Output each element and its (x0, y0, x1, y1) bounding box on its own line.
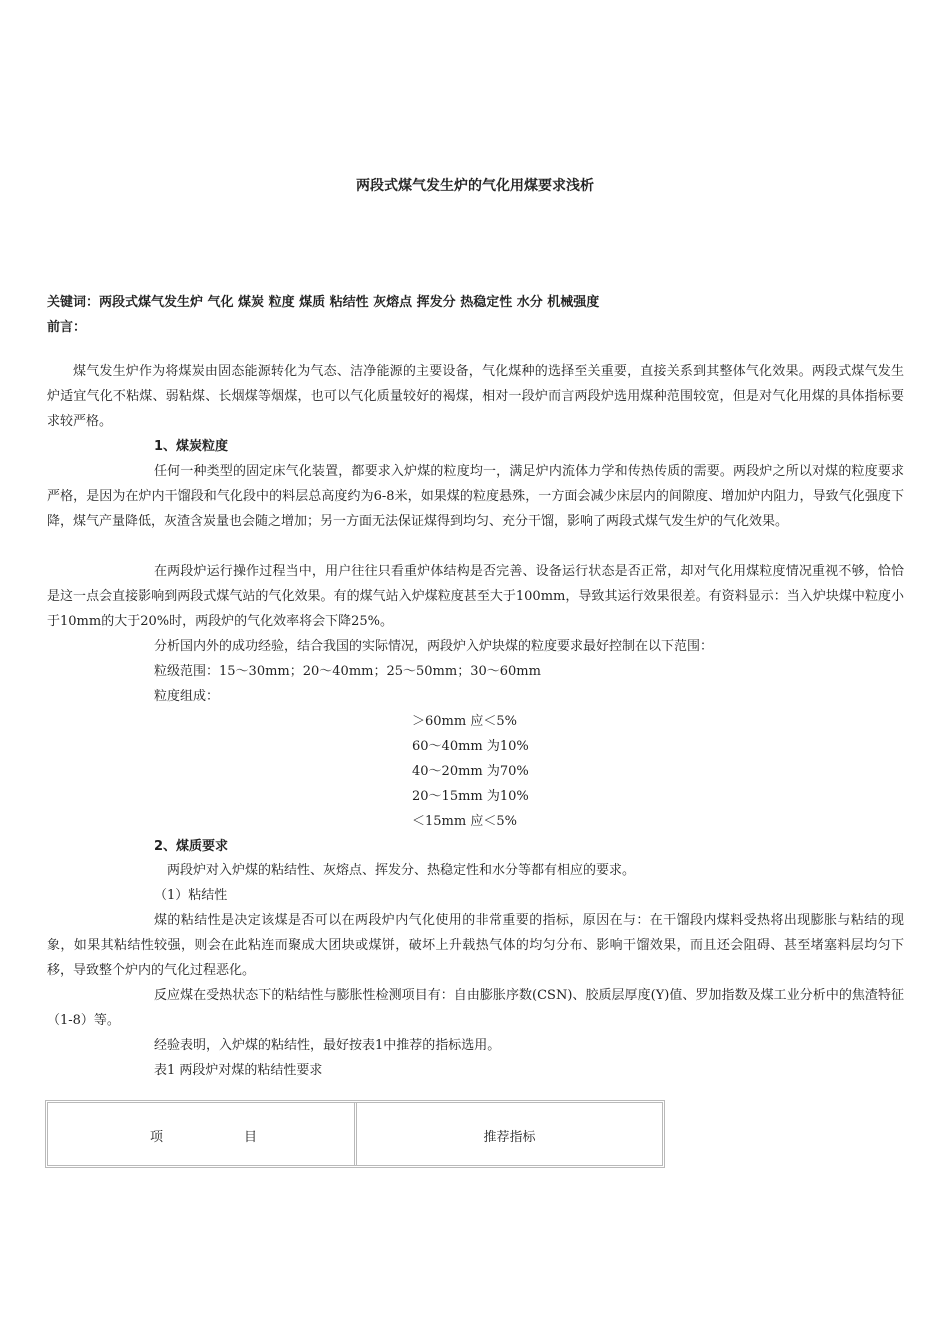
size-composition-item: 20～15mm 为10% (412, 789, 529, 804)
section-1-paragraph-3: 分析国内外的成功经验，结合我国的实际情况，两段炉入炉块煤的粒度要求最好控制在以下范围： (154, 639, 714, 654)
table-header-item-char-1: 项 (150, 1130, 164, 1145)
section-1-paragraph-1: 任何一种类型的固定床气化装置，都要求入炉煤的粒度均一，满足炉内流体力学和传热传质的需要。两段炉之所以对煤的粒度要求严格，是因为在炉内干馏段和气化段中的料层总高度约为6-8米，如果煤的粒度悬殊，一方面会减少床层内的间隙度、增加炉内阻力，导致气化强度下降，煤气产量降低，灰渣含炭量也会随之增加；另一方面无法保证煤得到均匀、充分干馏，影响了两段式煤气发生炉的气化效果。 (47, 464, 904, 529)
section-2-heading: 2、煤质要求 (154, 839, 229, 854)
table-header-item-char-2: 目 (244, 1130, 258, 1145)
document-title: 两段式煤气发生炉的气化用煤要求浅析 (356, 178, 594, 194)
size-composition-item: ＞60mm 应＜5% (412, 714, 517, 729)
preface-label: 前言： (47, 320, 87, 335)
size-composition-item: 40～20mm 为70% (412, 764, 529, 779)
cohesiveness-table (45, 1100, 665, 1168)
section-2-paragraph-1: 两段炉对入炉煤的粘结性、灰熔点、挥发分、热稳定性和水分等都有相应的要求。 (167, 863, 636, 878)
section-2-paragraph-2: 煤的粘结性是决定该煤是否可以在两段炉内气化使用的非常重要的指标，原因在与：在干馏段内煤料受热将出现膨胀与粘结的现象，如果其粘结性较强，则会在此粘连而聚成大团块或煤饼，破坏上升载热气体的均匀分布、影响干馏效果，而且还会阻碍、甚至堵塞料层均匀下移，导致整个炉内的气化过程恶化。 (47, 913, 904, 978)
table-caption: 表1 两段炉对煤的粘结性要求 (154, 1063, 323, 1078)
size-composition-label: 粒度组成： (154, 689, 220, 704)
section-2-paragraph-4: 经验表明，入炉煤的粘结性，最好按表1中推荐的指标选用。 (154, 1038, 501, 1053)
table-header-cell-item (48, 1103, 357, 1165)
section-1-heading: 1、煤炭粒度 (154, 439, 229, 454)
subsection-cohesiveness-heading: （1）粘结性 (154, 888, 228, 903)
section-2-paragraph-3: 反应煤在受热状态下的粘结性与膨胀性检测项目有：自由膨胀序数(CSN)、胶质层厚度(Y)值、罗加指数及煤工业分析中的焦渣特征（1-8）等。 (47, 988, 904, 1028)
keywords-line: 关键词：两段式煤气发生炉 气化 煤炭 粒度 煤质 粘结性 灰熔点 挥发分 热稳定性 水分 机械强度 (47, 295, 600, 310)
size-range-line: 粒级范围：15～30mm；20～40mm；25～50mm；30～60mm (154, 664, 541, 679)
size-composition-item: ＜15mm 应＜5% (412, 814, 517, 829)
table-header-recommended: 推荐指标 (483, 1130, 536, 1145)
section-1-paragraph-2: 在两段炉运行操作过程当中，用户往往只看重炉体结构是否完善、设备运行状态是否正常，却对气化用煤粒度情况重视不够，恰恰是这一点会直接影响到两段式煤气站的气化效果。有的煤气站入炉煤粒度甚至大于100mm，导致其运行效果很差。有资料显示：当入炉块煤中粒度小于10mm的大于20%时，两段炉的气化效率将会下降25%。 (47, 564, 904, 629)
size-composition-item: 60～40mm 为10% (412, 739, 529, 754)
intro-paragraph: 煤气发生炉作为将煤炭由固态能源转化为气态、洁净能源的主要设备，气化煤种的选择至关重要，直接关系到其整体气化效果。两段式煤气发生炉适宜气化不粘煤、弱粘煤、长烟煤等烟煤，也可以气化质量较好的褐煤，相对一段炉而言两段炉选用煤种范围较宽，但是对气化用煤的具体指标要求较严格。 (47, 364, 904, 429)
